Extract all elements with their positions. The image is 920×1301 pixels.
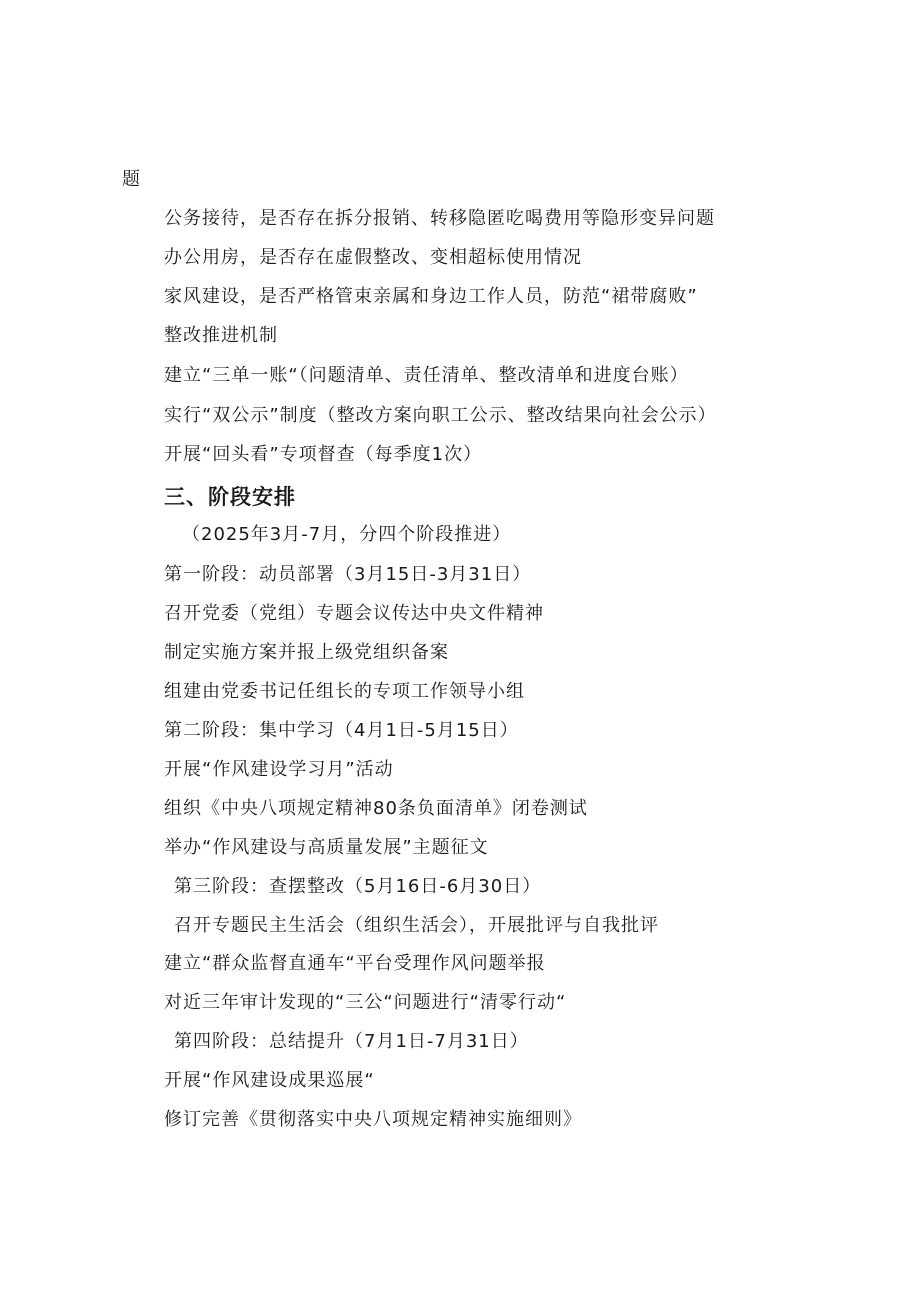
text-line: 第一阶段：动员部署（3月15日-3月31日）	[164, 564, 532, 585]
text-line: 开展“作风建设学习月”活动	[164, 759, 394, 780]
text-line: 修订完善《贯彻落实中央八项规定精神实施细则》	[164, 1109, 582, 1130]
text-line: 组织《中央八项规定精神80条负面清单》闭卷测试	[164, 798, 588, 819]
text-line: 建立“三单一账“（问题清单、责任清单、整改清单和进度台账）	[164, 365, 689, 386]
text-line: 公务接待，是否存在拆分报销、转移隐匿吃喝费用等隐形变异问题	[164, 208, 715, 229]
text-line: 召开专题民主生活会（组织生活会），开展批评与自我批评	[174, 915, 659, 936]
text-line: 召开党委（党组）专题会议传达中央文件精神	[164, 603, 544, 624]
text-line: 第三阶段：查摆整改（5月16日-6月30日）	[174, 876, 542, 897]
text-line: 第二阶段：集中学习（4月1日-5月15日）	[164, 720, 519, 741]
text-line: 开展“作风建设成果巡展“	[164, 1070, 375, 1091]
section-heading: 三、阶段安排	[164, 485, 296, 509]
text-line: 建立“群众监督直通车“平台受理作风问题举报	[164, 953, 546, 974]
text-line: 办公用房，是否存在虚假整改、变相超标使用情况	[164, 247, 582, 268]
text-line: 家风建设，是否严格管束亲属和身边工作人员，防范“裙带腐败”	[164, 286, 698, 307]
text-line: 实行“双公示”制度（整改方案向职工公示、整改结果向社会公示）	[164, 405, 717, 426]
text-line: 开展“回头看”专项督查（每季度1次）	[164, 444, 483, 465]
text-line: 题	[122, 169, 141, 190]
text-line: 制定实施方案并报上级党组织备案	[164, 642, 449, 663]
text-line: 整改推进机制	[164, 325, 278, 346]
text-line: （2025年3月-7月，分四个阶段推进）	[182, 524, 512, 545]
text-line: 对近三年审计发现的“三公“问题进行“清零行动“	[164, 992, 567, 1013]
text-line: 第四阶段：总结提升（7月1日-7月31日）	[174, 1031, 529, 1052]
text-line: 举办“作风建设与高质量发展”主题征文	[164, 837, 489, 858]
text-line: 组建由党委书记任组长的专项工作领导小组	[164, 681, 525, 702]
